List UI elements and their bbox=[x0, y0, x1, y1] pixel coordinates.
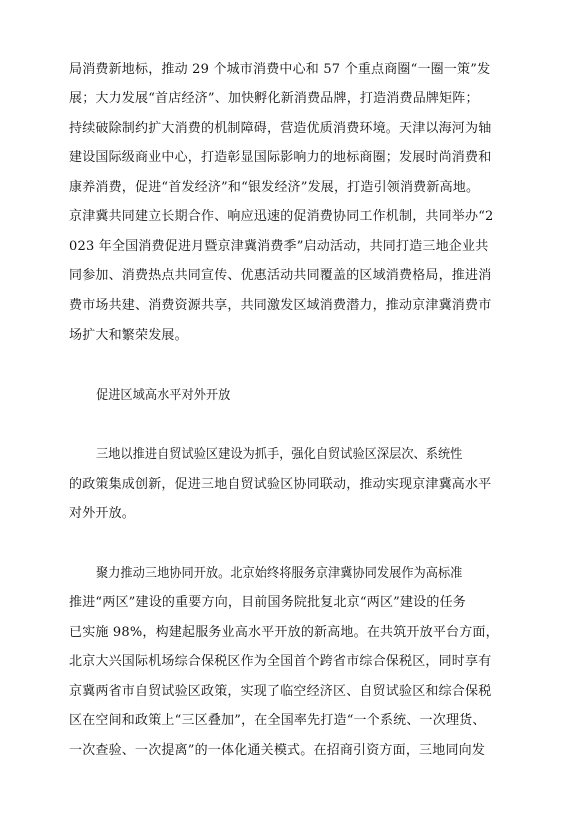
paragraph-line: 京津冀共同建立长期合作、响应迅速的促消费协同工作机制，共同举办“2 bbox=[69, 209, 494, 224]
paragraph-line: 持续破除制约扩大消费的机制障碍，营造优质消费环境。天津以海河为轴 bbox=[69, 121, 492, 136]
paragraph-line: 三地以推进自贸试验区建设为抓手，强化自贸试验区深层次、系统性 bbox=[96, 447, 463, 462]
paragraph-line: 同参加、消费热点共同宣传、优惠活动共同覆盖的区域消费格局，推进消 bbox=[69, 268, 492, 283]
paragraph-line: 场扩大和繁荣发展。 bbox=[69, 328, 188, 343]
paragraph-line: 一次查验、一次提离”的一体化通关模式。在招商引资方面，三地同向发 bbox=[69, 743, 486, 758]
paragraph-line: 北京大兴国际机场综合保税区作为全国首个跨省市综合保税区，同时享有 bbox=[69, 654, 492, 669]
paragraph-line: 区在空间和政策上“三区叠加”，在全国率先打造“一个系统、一次理货、 bbox=[69, 713, 486, 728]
paragraph-line: 023 年全国消费促进月暨京津冀消费季”启动活动，共同打造三地企业共 bbox=[69, 239, 489, 254]
section-heading: 促进区域高水平对外开放 bbox=[96, 388, 231, 403]
paragraph-line: 康养消费，促进“首发经济”和“银发经济”发展，打造引领消费新高地。 bbox=[69, 180, 480, 195]
paragraph-line: 对外开放。 bbox=[69, 506, 136, 521]
paragraph-line: 局消费新地标，推动 29 个城市消费中心和 57 个重点商圈“一圈一策”发 bbox=[69, 62, 491, 77]
paragraph-line: 展；大力发展“首店经济”、加快孵化新消费品牌，打造消费品牌矩阵； bbox=[69, 91, 479, 106]
paragraph-line: 的政策集成创新，促进三地自贸试验区协同联动，推动实现京津冀高水平 bbox=[69, 477, 492, 492]
paragraph-line: 费市场共建、消费资源共享，共同激发区域消费潜力，推动京津冀消费市 bbox=[69, 298, 492, 313]
paragraph-line: 聚力推动三地协同开放。北京始终将服务京津冀协同发展作为高标准 bbox=[96, 566, 463, 581]
paragraph-line: 已实施 98%，构建起服务业高水平开放的新高地。在共筑开放平台方面， bbox=[69, 625, 499, 640]
paragraph-line: 推进“两区”建设的重要方向，目前国务院批复北京“两区”建设的任务 bbox=[69, 595, 466, 610]
paragraph-line: 建设国际级商业中心，打造彰显国际影响力的地标商圈；发展时尚消费和 bbox=[69, 150, 492, 165]
paragraph-line: 京冀两省市自贸试验区政策，实现了临空经济区、自贸试验区和综合保税 bbox=[69, 684, 492, 699]
